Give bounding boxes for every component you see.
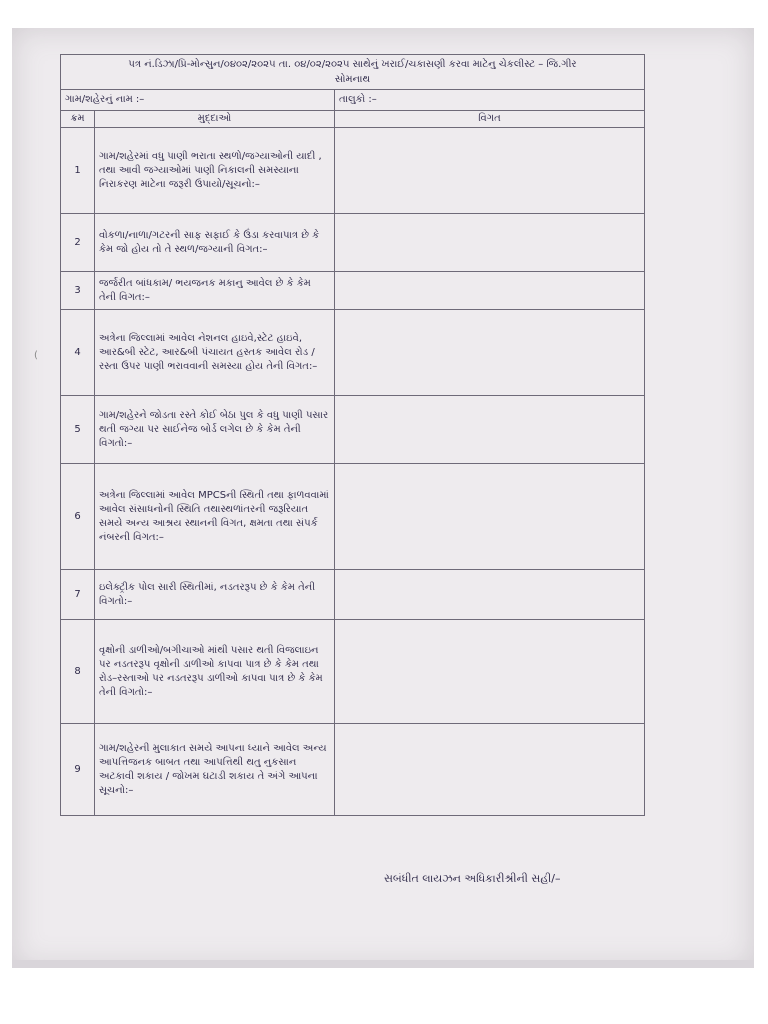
row-issue-text: ઇલેક્ટ્રીક પોલ સારી સ્થિતીમાં, નડતરરૂપ છે કે કેમ તેની વિગતો:– [95,570,335,620]
meta-row [61,90,645,111]
column-header-serial: ક્રમ [61,111,95,128]
row-issue-text: ગામ/શહેરની મુલાકાત સમયે આપના ધ્યાને આવેલ અન્ય આપત્તિજનક બાબત તથા આપત્તિથી થતુ નુકસાન અટકાવી શકાય / જોખમ ઘટાડી શકાય તે અંગે આપના સૂચનો:– [95,724,335,816]
column-header-details: વિગત [335,111,645,128]
row-detail-cell [335,214,645,272]
row-issue-text: જર્જરીત બાંધકામ/ ભયજનક મકાનુ આવેલ છે કે કેમ તેની વિગત:– [95,272,335,310]
row-detail-cell [335,272,645,310]
village-label: ગામ/શહેરનું નામ :– [65,94,145,105]
village-name-field [61,90,335,111]
row-issue-text: અત્રેના જિલ્લામાં આવેલ MPCSની સ્થિતી તથા ફાળવવામાં આવેલ સંસાધનોની સ્થિતિ તથાસ્થળાંતરની જરૂરિયાત સમયે અન્ય આશ્રય સ્થાનની વિગત, ક્ષમતા તથા સંપર્ક નંબરની વિગત:– [95,464,335,570]
table-row [61,214,645,272]
table-row [61,272,645,310]
row-issue-text: ગામ/શહેરમાં વધુ પાણી ભરાતા સ્થળો/જગ્યાઓની યાદી , તથા આવી જગ્યાઓમાં પાણી નિકાલની સમસ્યાના નિરાકરણ માટેના જરૂરી ઉપાયો/સૂચનો:– [95,128,335,214]
table-row [61,724,645,816]
taluka-field [335,90,645,111]
table-row [61,128,645,214]
row-number: 5 [61,396,95,464]
row-number: 8 [61,620,95,724]
header-row [61,55,645,90]
taluka-label: તાલુકો :– [339,94,377,105]
row-issue-text: વૃક્ષોની ડાળીઓ/બગીચાઓ માંથી પસાર થતી વિજલાઇન પર નડતરરૂપ વૃક્ષોની ડાળીઓ કાપવા પાત્ર છે કે કેમ તથા રોડ–રસ્તાઓ પર નડતરરૂપ ડાળીઓ કાપવા પાત્ર છે કે કેમ તેની વિગતો:– [95,620,335,724]
checklist-table [60,54,645,816]
row-detail-cell [335,310,645,396]
table-row [61,570,645,620]
row-number: 6 [61,464,95,570]
signature-line: સબંધીત લાયઝન અધિકારીશ્રીની સહી/– [384,872,561,885]
table-row [61,310,645,396]
table-row [61,464,645,570]
row-issue-text: ગામ/શહેરને જોડતા રસ્તે કોઈ બેઠા પુલ કે વધુ પાણી પસાર થતી જગ્યા પર સાઈનેજ બોર્ડ લગેલ છે કે કેમ તેની વિગતો:– [95,396,335,464]
scan-edge [12,960,754,968]
row-detail-cell [335,620,645,724]
table-row [61,396,645,464]
header-line-2: સોમનાથ [334,74,371,85]
document-header [61,55,645,90]
punch-hole-mark: ( [34,350,38,361]
row-issue-text: અત્રેના જિલ્લામાં આવેલ નેશનલ હાઇવે,સ્ટેટ હાઇવે, આર&બી સ્ટેટ, આર&બી પંચાયત હસ્તક આવેલ રોડ / રસ્તા ઉપર પાણી ભરાવવાની સમસ્યા હોય તેની વિગત:– [95,310,335,396]
column-header-issue: મુદ્દાઓ [95,111,335,128]
row-number: 2 [61,214,95,272]
column-header-row [61,111,645,128]
header-line-1: પત્ર નં.ડિઝા/પ્રિ-મોન્સુન/૦૪૦૨/૨૦૨૫ તા. ૦૪/૦૨/૨૦૨૫ સાથેનું ખરાઈ/ચકાસણી કરવા માટેનુ ચેકલીસ્ટ – જિ.ગીર [128,59,577,70]
row-number: 9 [61,724,95,816]
row-number: 1 [61,128,95,214]
row-detail-cell [335,464,645,570]
row-detail-cell [335,128,645,214]
table-row [61,620,645,724]
row-detail-cell [335,396,645,464]
row-issue-text: વોકળા/નાળા/ગટરની સાફ સફાઈ કે ઉંડા કરવાપાત્ર છે કે કેમ જો હોય તો તે સ્થળ/જગ્યાની વિગત:– [95,214,335,272]
row-detail-cell [335,570,645,620]
row-number: 7 [61,570,95,620]
row-detail-cell [335,724,645,816]
row-number: 3 [61,272,95,310]
row-number: 4 [61,310,95,396]
